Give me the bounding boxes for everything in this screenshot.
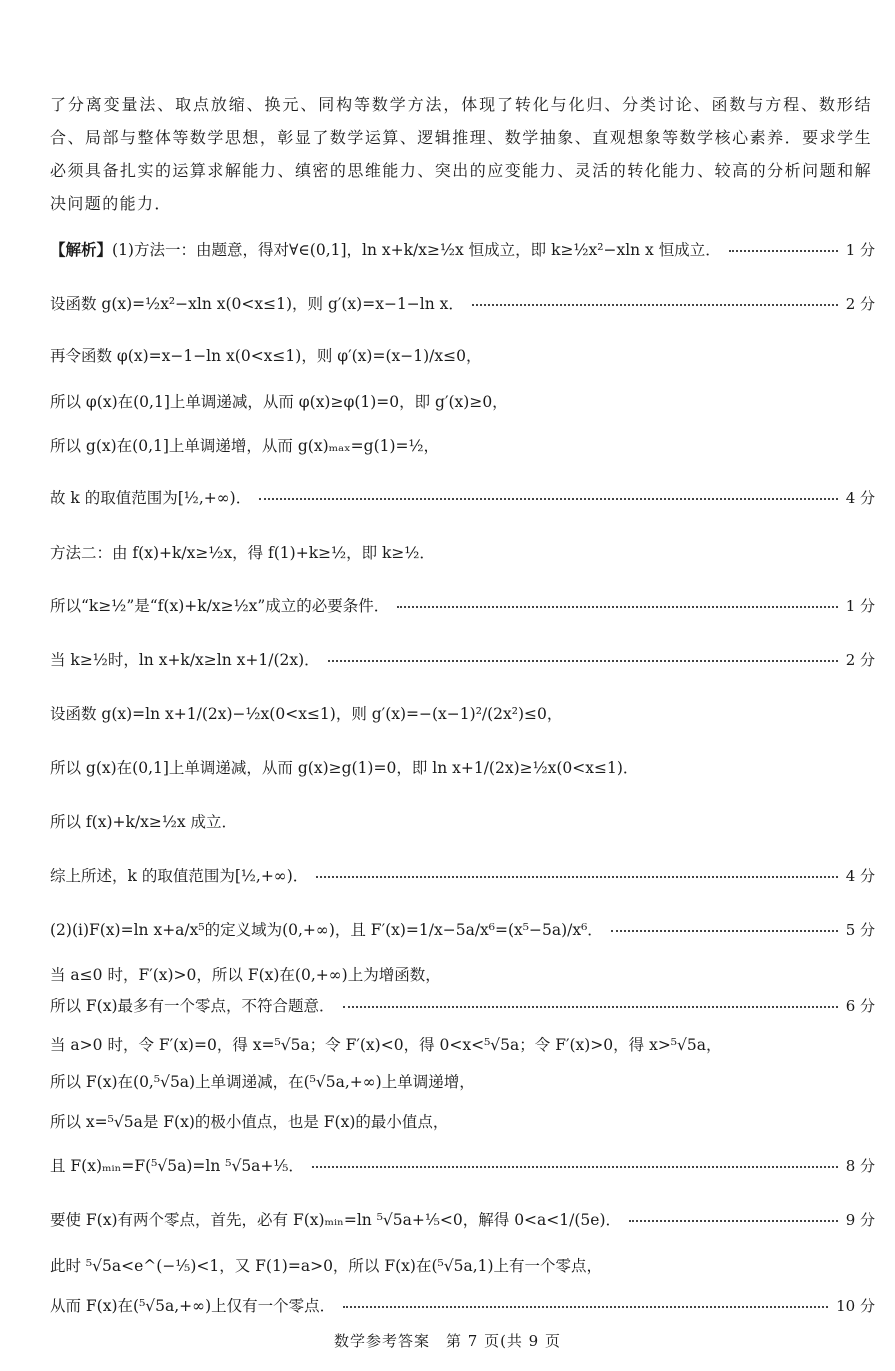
score-mark: 1 分 — [845, 240, 875, 259]
line-text: 从而 F(x)在(⁵√5a,+∞)上仅有一个零点． — [50, 1297, 336, 1315]
solution-line — [50, 804, 875, 838]
solution-line — [50, 750, 875, 784]
line-text: 要使 F(x)有两个零点，首先，必有 F(x)ₘᵢₙ=ln ⁵√5a+⅕<0，解得 0<a<1/(5e)． — [50, 1211, 621, 1229]
score-mark: 4 分 — [845, 488, 875, 507]
analysis-tag: 【解析】 — [50, 240, 113, 259]
solution-line — [50, 588, 875, 622]
line-text: 当 k≥½时，ln x+k/x≥ln x+1/(2x)． — [50, 651, 320, 669]
line-text: (2)(i)F(x)=ln x+a/x⁵的定义域为(0,+∞)，且 F′(x)=1/x−5a/x⁶=(x⁵−5a)/x⁶． — [50, 921, 603, 939]
solution-line — [50, 1248, 875, 1282]
solution-line — [50, 1202, 875, 1236]
score-mark: 4 分 — [845, 866, 875, 885]
score-mark: 5 分 — [845, 920, 875, 939]
leader-dots — [259, 498, 837, 500]
solution-line — [50, 696, 875, 730]
leader-dots — [316, 876, 837, 878]
line-text: 所以 f(x)+k/x≥½x 成立． — [50, 813, 238, 831]
solution-line — [50, 384, 875, 418]
leader-dots — [629, 1220, 838, 1222]
line-text: 所以 g(x)在(0,1]上单调递增，从而 g(x)ₘₐₓ=g(1)=½， — [50, 437, 440, 455]
line-text: (1)方法一：由题意，得对∀∈(0,1]，ln x+k/x≥½x 恒成立，即 k≥½x²−xln x 恒成立． — [112, 241, 721, 259]
line-text: 方法二：由 f(x)+k/x≥½x，得 f(1)+k≥½，即 k≥½． — [50, 544, 435, 562]
line-text: 设函数 g(x)=ln x+1/(2x)−½x(0<x≤1)，则 g′(x)=−(x−1)²/(2x²)≤0， — [50, 705, 563, 723]
leader-dots — [611, 930, 838, 932]
solution-line — [50, 858, 875, 892]
line-text: 此时 ⁵√5a<e^(−⅕)<1，又 F(1)=a>0，所以 F(x)在(⁵√5a,1)上有一个零点， — [50, 1257, 603, 1275]
leader-dots — [729, 250, 838, 252]
score-mark: 8 分 — [845, 1156, 875, 1175]
score-mark: 2 分 — [845, 294, 875, 313]
line-text: 所以 F(x)最多有一个零点，不符合题意． — [50, 997, 335, 1015]
solution-line — [50, 1027, 875, 1061]
leader-dots — [472, 304, 838, 306]
score-mark: 9 分 — [845, 1210, 875, 1229]
line-text: 所以 F(x)在(0,⁵√5a)上单调递减，在(⁵√5a,+∞)上单调递增， — [50, 1073, 475, 1091]
leader-dots — [343, 1006, 838, 1008]
solution-line — [50, 1288, 875, 1322]
solution-line — [50, 338, 875, 372]
line-text: 当 a≤0 时，F′(x)>0，所以 F(x)在(0,+∞)上为增函数， — [50, 966, 441, 984]
score-mark: 6 分 — [845, 996, 875, 1015]
solution-line — [50, 642, 875, 676]
line-text: 且 F(x)ₘᵢₙ=F(⁵√5a)=ln ⁵√5a+⅕． — [50, 1157, 304, 1175]
line-text: 当 a>0 时，令 F′(x)=0，得 x=⁵√5a；令 F′(x)<0，得 0<x<⁵√5a；令 F′(x)>0，得 x>⁵√5a， — [50, 1036, 722, 1054]
score-mark: 1 分 — [845, 596, 875, 615]
solution-line — [50, 988, 875, 1022]
score-mark: 10 分 — [836, 1296, 875, 1315]
solution-line — [50, 1148, 875, 1182]
solution-line — [50, 286, 875, 320]
solution-line — [50, 912, 875, 946]
solution-line — [50, 480, 875, 514]
page-footer: 数学参考答案 第 7 页(共 9 页 — [333, 1332, 561, 1350]
solution-line — [50, 428, 875, 462]
intro-paragraph: 了分离变量法、取点放缩、换元、同构等数学方法，体现了转化与化归、分类讨论、函数与方程、数形结合、局部与整体等数学思想，彰显了数学运算、逻辑推理、数学抽象、直观想象等数学核心素养．要求学生必须具备扎实的运算求解能力、缜密的思维能力、突出的应变能力、灵活的转化能力、较高的分析问题和解决问题的能力． — [50, 95, 872, 213]
line-text: 所以 g(x)在(0,1]上单调递减，从而 g(x)≥g(1)=0，即 ln x+1/(2x)≥½x(0<x≤1)． — [50, 759, 639, 777]
line-text: 再令函数 φ(x)=x−1−ln x(0<x≤1)，则 φ′(x)=(x−1)/x≤0， — [50, 347, 482, 365]
leader-dots — [312, 1166, 838, 1168]
line-text: 所以 φ(x)在(0,1]上单调递减，从而 φ(x)≥φ(1)=0，即 g′(x)≥0， — [50, 393, 508, 411]
score-mark: 2 分 — [845, 650, 875, 669]
solution-line — [50, 1104, 875, 1138]
solution-line — [50, 957, 875, 991]
solution-line — [50, 232, 875, 266]
leader-dots — [328, 660, 838, 662]
solution-line — [50, 535, 875, 569]
leader-dots — [343, 1306, 828, 1308]
solution-line — [50, 1064, 875, 1098]
line-text: 所以 x=⁵√5a是 F(x)的极小值点，也是 F(x)的最小值点， — [50, 1113, 449, 1131]
line-text: 故 k 的取值范围为[½,+∞)． — [50, 489, 252, 507]
line-text: 综上所述，k 的取值范围为[½,+∞)． — [50, 867, 309, 885]
leader-dots — [397, 606, 837, 608]
line-text: 所以“k≥½”是“f(x)+k/x≥½x”成立的必要条件． — [50, 597, 390, 615]
line-text: 设函数 g(x)=½x²−xln x(0<x≤1)，则 g′(x)=x−1−ln x． — [50, 295, 464, 313]
